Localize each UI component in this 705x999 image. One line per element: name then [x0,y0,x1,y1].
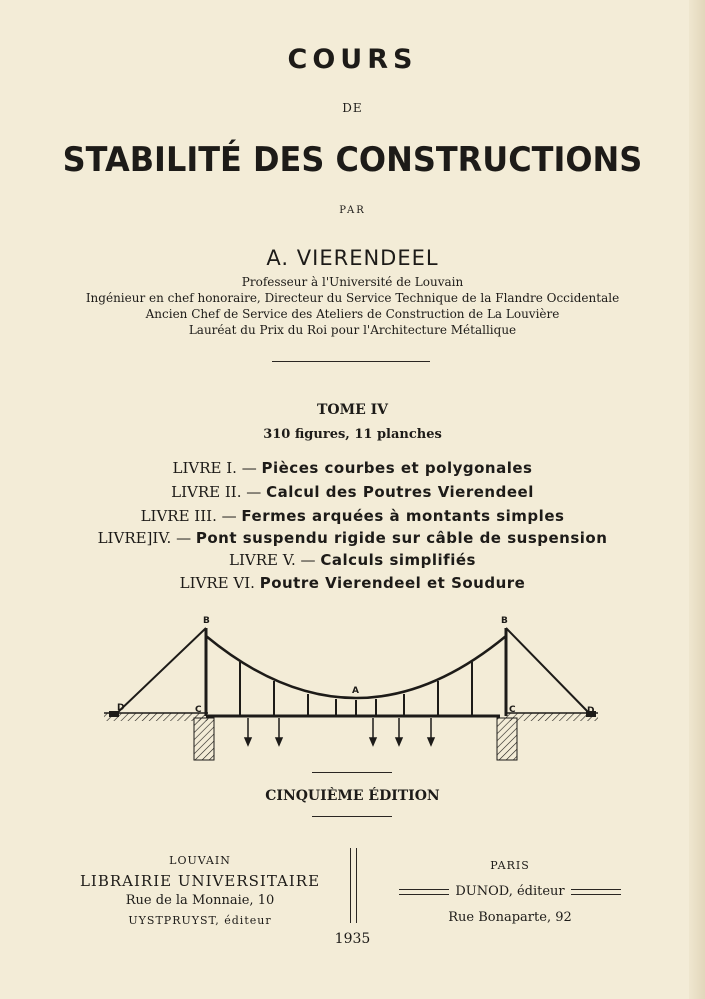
livre-number: LIVRE]IV. — [97,529,192,547]
right-backstay [506,628,590,714]
publisher-name-row [380,879,640,905]
livre-number: LIVRE VI. [179,574,255,592]
livre-title: Poutre Vierendeel et Soudure [259,574,526,592]
livre-number: LIVRE III. — [140,507,237,525]
publisher-name: DUNOD, éditeur [455,884,565,899]
livre-title: Fermes arquées à montants simples [241,507,565,525]
left-backstay [116,628,206,714]
preposition-par: PAR [339,205,366,216]
author-title-1: Professeur à l'Université de Louvain [241,275,464,289]
tome-label: TOME IV [316,402,389,418]
publisher-editor: UYSTPRUYST, éditeur [128,914,272,927]
livre-line [0,507,705,525]
series-heading: COURS [287,44,418,75]
book-title: STABILITÉ DES CONSTRUCTIONS [62,140,643,180]
label-d-right: D [587,706,595,716]
label-b-left: B [203,616,210,626]
livre-line [0,459,705,477]
label-b-right: B [501,616,508,626]
label-c-right: C [509,705,516,715]
suspension-bridge-figure [90,610,610,770]
right-ground-hatch [506,713,598,721]
right-abutment [497,718,517,760]
livre-line [0,574,705,592]
publisher-divider [350,848,357,923]
left-abutment [194,718,214,760]
author-title-3: Ancien Chef de Service des Ateliers de Construction de La Louvière [145,307,560,321]
label-a: A [352,686,359,696]
divider-rule [272,361,430,362]
livre-title: Calcul des Poutres Vierendeel [266,483,534,501]
livre-title: Pièces courbes et polygonales [261,459,533,477]
livre-number: LIVRE II. — [171,483,262,501]
author-name: A. VIERENDEEL [266,246,439,270]
publisher-paris [380,853,640,931]
livre-number: LIVRE V. — [229,551,316,569]
double-rule-left [399,889,449,895]
label-d-left: D [117,703,125,713]
label-c-left: C [195,705,202,715]
author-title-4: Lauréat du Prix du Roi pour l'Architecture Métallique [188,323,517,337]
edition-rule-bottom [312,816,392,817]
publisher-address: Rue Bonaparte, 92 [448,910,572,925]
publisher-louvain [70,851,330,931]
livre-title: Calculs simplifiés [320,551,476,569]
edition-rule-top [312,772,392,773]
author-title-2: Ingénieur en chef honoraire, Directeur du Service Technique de la Flandre Occidentale [85,291,620,305]
load-arrows [245,718,434,745]
livre-line [0,529,705,547]
figures-count: 310 figures, 11 planches [263,427,442,442]
preposition-de: DE [342,101,363,115]
edition-label: CINQUIÈME ÉDITION [265,788,440,804]
livre-number: LIVRE I. — [172,459,257,477]
livre-line [0,483,705,501]
publisher-name: LIBRAIRIE UNIVERSITAIRE [79,872,321,890]
left-ground-hatch [104,713,208,721]
publisher-city: LOUVAIN [169,854,231,867]
publisher-city: PARIS [490,859,530,872]
double-rule-right [571,889,621,895]
publication-year: 1935 [334,931,371,947]
livre-title: Pont suspendu rigide sur câble de suspension [195,529,608,547]
livre-line [0,551,705,569]
publisher-address: Rue de la Monnaie, 10 [125,893,275,908]
